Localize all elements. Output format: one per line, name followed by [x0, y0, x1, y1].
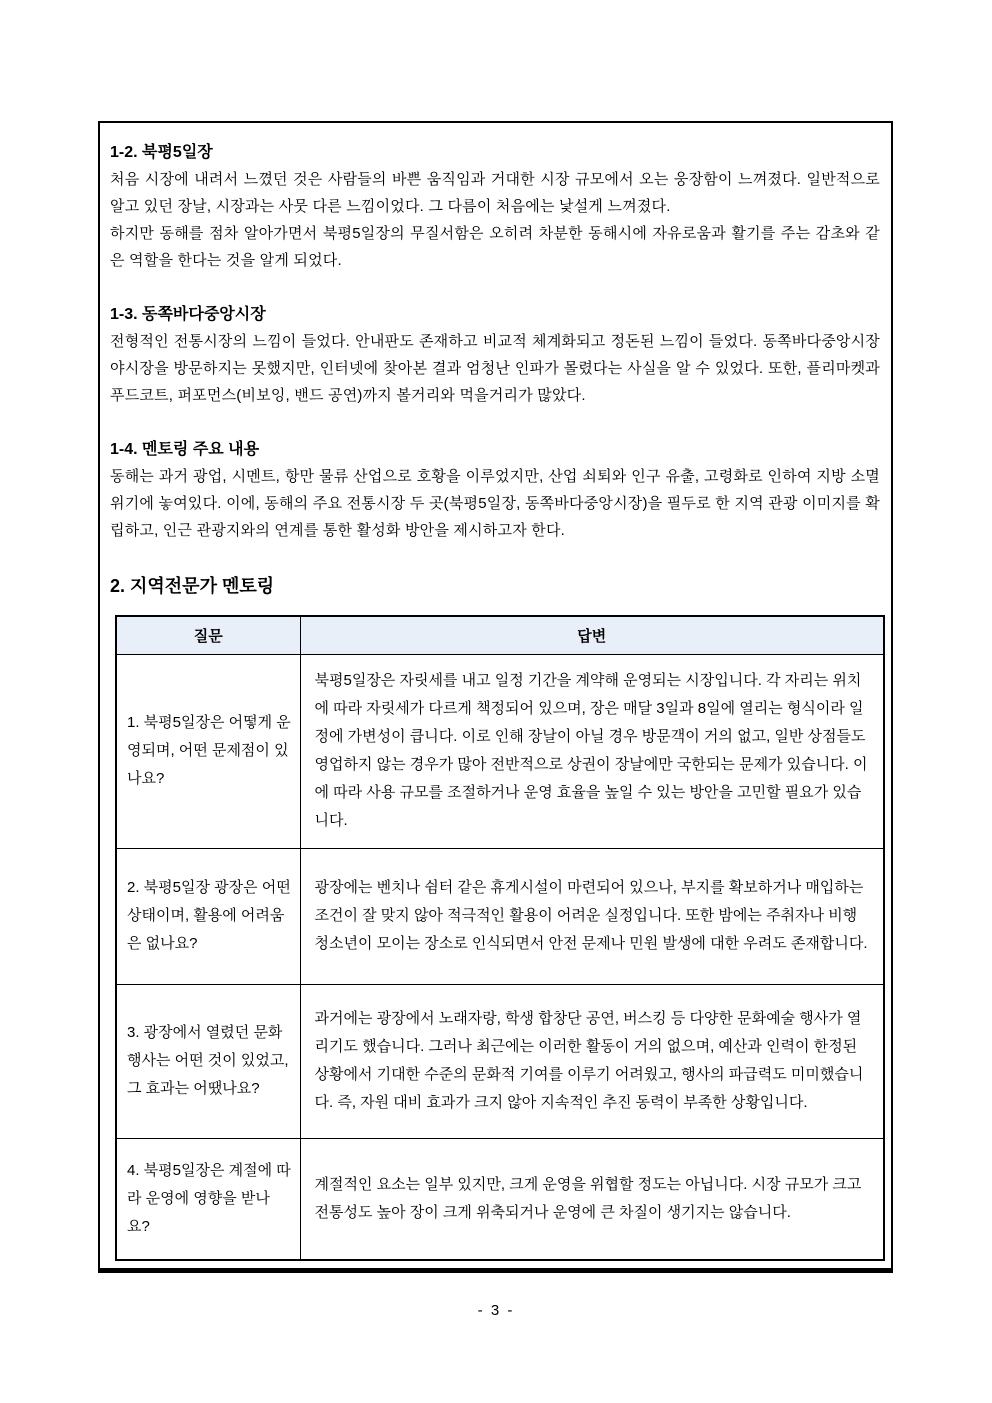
qa-answer-cell-4: 계절적인 요소는 일부 있지만, 크게 운영을 위협할 정도는 아닙니다. 시장 규모가 크고 전통성도 높아 장이 크게 위축되거나 운영에 큰 차질이 생기지는 않습니다.: [300, 1138, 884, 1260]
qa-table-head: [116, 616, 884, 654]
qa-table-row-4: [116, 1138, 884, 1260]
qa-table-row-2: [116, 848, 884, 984]
chapter-2-heading: 2. 지역전문가 멘토링: [110, 576, 275, 596]
qa-table-header-answer: 답변: [300, 616, 884, 654]
qa-table-row-3: [116, 984, 884, 1138]
qa-question-cell-2: 2. 북평5일장 광장은 어떤 상태이며, 활용에 어려움은 없나요?: [116, 848, 300, 984]
qa-answer-cell-1: 북평5일장은 자릿세를 내고 일정 기간을 계약해 운영되는 시장입니다. 각 자리는 위치에 따라 자릿세가 다르게 책정되어 있으며, 장은 매달 3일과 8일에 열리는 형식이라 일정에 가변성이 큽니다. 이로 인해 장날이 아닐 경우 방문객이 거의 없고, 일반 상점들도 영업하지 않는 경우가 많아 전반적으로 상권이 장날에만 국한되는 문제가 있습니다. 이에 따라 사용 규모를 조절하거나 운영 효율을 높일 수 있는 방안을 고민할 필요가 있습니다.: [300, 654, 884, 848]
qa-table-body: [116, 654, 884, 1260]
section-heading-1-2: 1-2. 북평5일장: [110, 144, 213, 161]
qa-question-cell-4: 4. 북평5일장은 계절에 따라 운영에 영향을 받나요?: [116, 1138, 300, 1260]
section-1-2-paragraph-1: 처음 시장에 내려서 느꼈던 것은 사람들의 바쁜 움직임과 거대한 시장 규모에서 오는 웅장함이 느껴졌다. 일반적으로 알고 있던 장날, 시장과는 사뭇 다른 느낌이었다. 그 다름이 처음에는 낯설게 느껴졌다.: [110, 171, 880, 215]
section-1-4: [110, 436, 880, 544]
page-number: - 3 -: [477, 1302, 515, 1319]
page-border-frame: [98, 121, 893, 1273]
qa-table: [115, 615, 885, 1261]
qa-question-cell-1: 1. 북평5일장은 어떻게 운영되며, 어떤 문제점이 있나요?: [116, 654, 300, 848]
qa-table-header-question: 질문: [116, 616, 300, 654]
qa-table-row-1: [116, 654, 884, 848]
qa-table-header-row: [116, 616, 884, 654]
section-heading-1-3: 1-3. 동쪽바다중앙시장: [110, 306, 266, 323]
section-1-2: [110, 139, 880, 274]
qa-question-cell-3: 3. 광장에서 열렸던 문화 행사는 어떤 것이 있었고, 그 효과는 어땠나요?: [116, 984, 300, 1138]
section-heading-1-4: 1-4. 멘토링 주요 내용: [110, 441, 260, 458]
section-1-4-paragraph-1: 동해는 과거 광업, 시멘트, 항만 물류 산업으로 호황을 이루었지만, 산업 쇠퇴와 인구 유출, 고령화로 인하여 지방 소멸 위기에 놓여있다. 이에, 동해의 주요 전통시장 두 곳(북평5일장, 동쪽바다중앙시장)을 필두로 한 지역 관광 이미지를 확립하고, 인근 관광지와의 연계를 통한 활성화 방안을 제시하고자 한다.: [110, 468, 880, 539]
section-1-2-paragraph-2: 하지만 동해를 점차 알아가면서 북평5일장의 무질서함은 오히려 차분한 동해시에 자유로움과 활기를 주는 감초와 같은 역할을 한다는 것을 알게 되었다.: [110, 225, 880, 269]
section-1-3-paragraph-1: 전형적인 전통시장의 느낌이 들었다. 안내판도 존재하고 비교적 체계화되고 정돈된 느낌이 들었다. 동쪽바다중앙시장 야시장을 방문하지는 못했지만, 인터넷에 찾아본 결과 엄청난 인파가 몰렸다는 사실을 알 수 있었다. 또한, 플리마켓과 푸드코트, 퍼포먼스(비보잉, 밴드 공연)까지 볼거리와 먹을거리가 많았다.: [110, 333, 880, 404]
section-1-3: [110, 301, 880, 409]
qa-answer-cell-2: 광장에는 벤치나 쉼터 같은 휴게시설이 마련되어 있으나, 부지를 확보하거나 매입하는 조건이 잘 맞지 않아 적극적인 활용이 어려운 실정입니다. 또한 밤에는 주취자나 비행 청소년이 모이는 장소로 인식되면서 안전 문제나 민원 발생에 대한 우려도 존재합니다.: [300, 848, 884, 984]
qa-answer-cell-3: 과거에는 광장에서 노래자랑, 학생 합창단 공연, 버스킹 등 다양한 문화예술 행사가 열리기도 했습니다. 그러나 최근에는 이러한 활동이 거의 없으며, 예산과 인력이 한정된 상황에서 기대한 수준의 문화적 기여를 이루기 어려웠고, 행사의 파급력도 미미했습니다. 즉, 자원 대비 효과가 크지 않아 지속적인 추진 동력이 부족한 상황입니다.: [300, 984, 884, 1138]
